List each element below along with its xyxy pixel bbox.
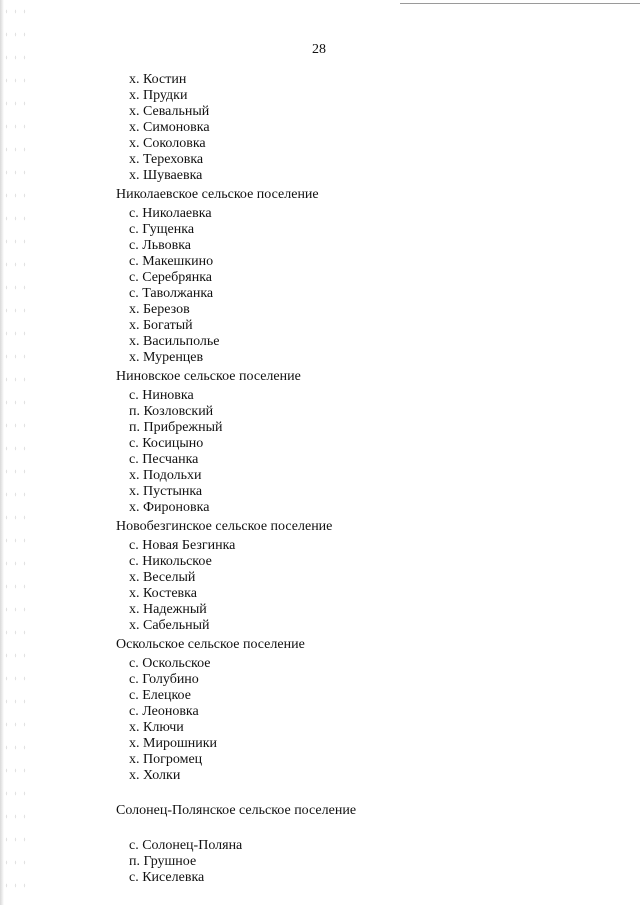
- list-item: х. Симоновка: [129, 120, 210, 135]
- page-number: 28: [312, 42, 326, 57]
- section-title: Ниновское сельское поселение: [116, 369, 301, 384]
- list-item: с. Солонец-Поляна: [129, 838, 243, 853]
- list-item: с. Киселевка: [129, 870, 205, 885]
- list-item: х. Погромец: [129, 752, 203, 767]
- list-item: с. Ниновка: [129, 388, 194, 403]
- section-title: Николаевское сельское поселение: [116, 187, 319, 202]
- list-item: х. Веселый: [129, 570, 196, 585]
- list-item: с. Голубино: [129, 672, 199, 687]
- section-title: Оскольское сельское поселение: [116, 637, 305, 652]
- list-item: с. Никольское: [129, 554, 212, 569]
- list-item: с. Леоновка: [129, 704, 199, 719]
- list-item: х. Сабельный: [129, 618, 210, 633]
- list-item: х. Подольхи: [129, 468, 202, 483]
- list-item: п. Грушное: [129, 854, 197, 869]
- list-item: х. Березов: [129, 302, 190, 317]
- list-item: с. Елецкое: [129, 688, 191, 703]
- list-item: х. Богатый: [129, 318, 193, 333]
- list-item: х. Мирошники: [129, 736, 217, 751]
- list-item: с. Новая Безгинка: [129, 538, 236, 553]
- list-item: х. Соколовка: [129, 136, 206, 151]
- list-item: х. Пустынка: [129, 484, 203, 499]
- list-item: х. Костевка: [129, 586, 197, 601]
- section-title: Новобезгинское сельское поселение: [116, 519, 333, 534]
- list-item: п. Прибрежный: [129, 420, 223, 435]
- list-item: х. Прудки: [129, 88, 188, 103]
- list-item: х. Надежный: [129, 602, 207, 617]
- list-item: п. Козловский: [129, 404, 214, 419]
- list-item: х. Шуваевка: [129, 168, 203, 183]
- list-item: с. Макешкино: [129, 254, 214, 269]
- list-item: х. Ключи: [129, 720, 184, 735]
- list-item: с. Николаевка: [129, 206, 212, 221]
- list-item: х. Муренцев: [129, 350, 204, 365]
- list-item: с. Косицыно: [129, 436, 204, 451]
- section-title: Солонец-Полянское сельское поселение: [116, 803, 357, 818]
- list-item: с. Львовка: [129, 238, 192, 253]
- list-item: х. Тереховка: [129, 152, 204, 167]
- list-item: с. Таволжанка: [129, 286, 214, 301]
- list-item: х. Фироновка: [129, 500, 210, 515]
- list-item: х. Севальный: [129, 104, 210, 119]
- list-item: х. Холки: [129, 768, 181, 783]
- list-item: х. Васильполье: [129, 334, 220, 349]
- list-item: с. Песчанка: [129, 452, 199, 467]
- settlement-list: [0, 72, 640, 886]
- list-item: с. Серебрянка: [129, 270, 213, 285]
- list-item: с. Оскольское: [129, 656, 211, 671]
- list-item: х. Костин: [129, 72, 187, 87]
- list-item: с. Гущенка: [129, 222, 195, 237]
- top-edge-line: [400, 3, 640, 4]
